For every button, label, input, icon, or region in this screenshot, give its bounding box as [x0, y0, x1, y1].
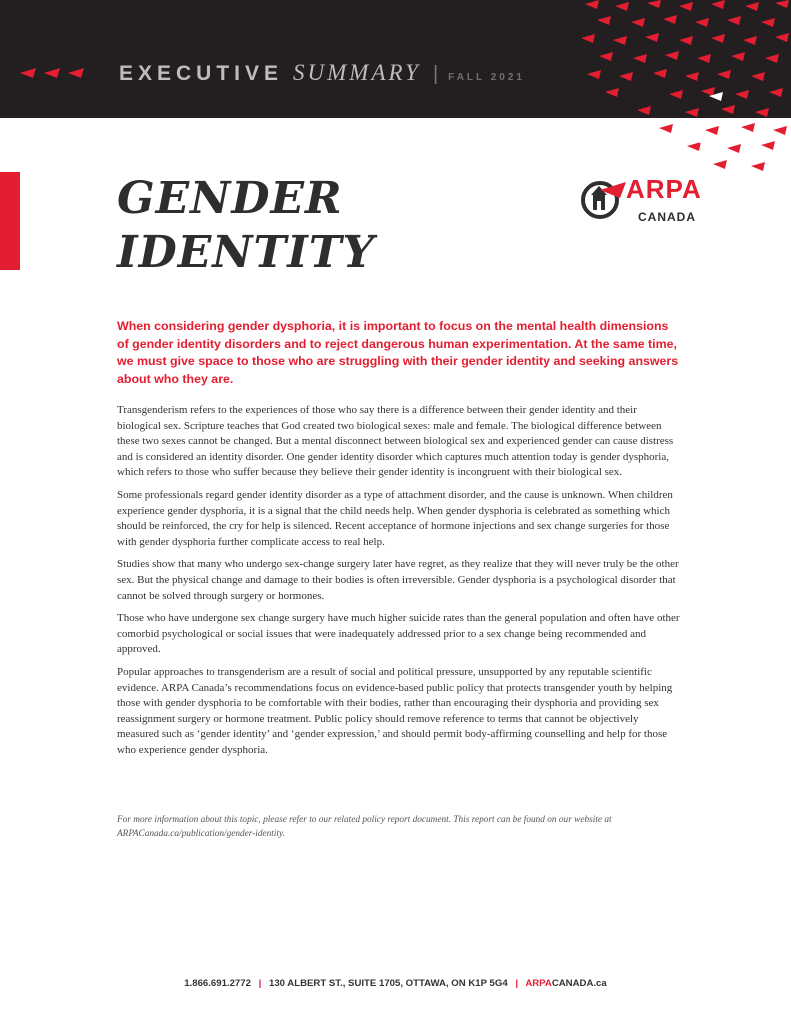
- logo-sub: CANADA: [638, 210, 696, 224]
- body-paragraph: Transgenderism refers to the experiences of those who say there is a difference between their gender identity and their biological sex. Scripture teaches that God created two biological sexes: male and female. The biological difference between these two sexes cannot be changed. But a mental disconnect between biological sex and experienced gender can cause distress and is considered an identity disorder. One gender identity disorder which captures much attention today is gender dysphoria, which refers to those who suffer because they believe their gender identity is incongruent with their biological sex.: [117, 404, 674, 479]
- header-season: FALL 2021: [448, 72, 525, 83]
- footer-site-domain: CANADA.ca: [551, 978, 607, 989]
- header-separator: |: [432, 63, 439, 85]
- footer-address: 130 ALBERT ST., SUITE 1705, OTTAWA, ON K1P 5G4: [268, 978, 508, 989]
- footer-phone: 1.866.691.2772: [184, 978, 251, 989]
- arrow-left-icon: [20, 68, 36, 78]
- header-title: [119, 60, 525, 86]
- body-paragraph: Studies show that many who undergo sex-change surgery later have regret, as they realize that they will never truly be the other sex. But the physical change and damage to their bodies is often irreversible. Gender dysphoria is a psychological disorder that cannot be solved through surgery or hormones.: [117, 558, 679, 602]
- page-title: [117, 172, 375, 280]
- more-info-note: For more information about this topic, please refer to our related policy report document. This report can be found on our website at ARPACanada.ca/publication/gender-identity.: [117, 815, 612, 839]
- page-title-line2: IDENTITY: [117, 227, 375, 278]
- arpa-logo: [580, 172, 730, 232]
- body-paragraph: Some professionals regard gender identity disorder as a type of attachment disorder, and the cause is unknown. When children experience gender dysphoria, it is a signal that the child needs help. When gender dysphoria is celebrated as something which should be reinforced, the cry for help is silenced. Recent acceptance of hormone injections and sex change surgeries for those with gender dysphoria further complicate access to real help.: [117, 488, 673, 548]
- header-title-summary: SUMMARY: [293, 60, 421, 85]
- arrow-left-icon: [68, 68, 84, 78]
- body-paragraph: Those who have undergone sex change surgery have much higher suicide rates than the general population and often have other comorbid psychological or social issues that were inadequately addressed prior to a sex change being recommended and approved.: [117, 612, 680, 656]
- footer-divider: |: [258, 978, 262, 989]
- lighthouse-arrow-icon: [580, 176, 628, 222]
- header-arrows: [20, 68, 84, 78]
- footer-divider: |: [515, 978, 519, 989]
- accent-side-bar: [0, 172, 20, 270]
- arrow-left-icon: [44, 68, 60, 78]
- footer-site-brand: ARPA: [525, 978, 552, 989]
- page-title-line1: GENDER: [117, 173, 343, 224]
- body-paragraph: Popular approaches to transgenderism are a result of social and political pressure, unsupported by any reputable scientific evidence. ARPA Canada’s recommendations focus on evidence-based public policy that protects transgender youth by helping those with gender dysphoria to be comfortable with their bodies, rather than encouraging their dysphoria and providing sex reassignment surgery or hormone treatment. Public policy should remove reference to terms that cannot be objectively measured such as ‘gender identity’ and ‘gender expression,’ and should permit body-affirming counselling and help for those who experience gender dysphoria.: [117, 665, 673, 756]
- lead-paragraph: When considering gender dysphoria, it is important to focus on the mental health dimensions of gender identity disorders and to reject dangerous human experimentation. At the same time, we must give space to those who are struggling with their gender identity and seeking answers about who they are.: [117, 319, 679, 386]
- body-text: [117, 403, 683, 765]
- header-title-executive: EXECUTIVE: [119, 62, 284, 85]
- footer: [0, 978, 791, 989]
- triangle-pattern: [575, 0, 791, 175]
- logo-name: ARPA: [626, 174, 702, 204]
